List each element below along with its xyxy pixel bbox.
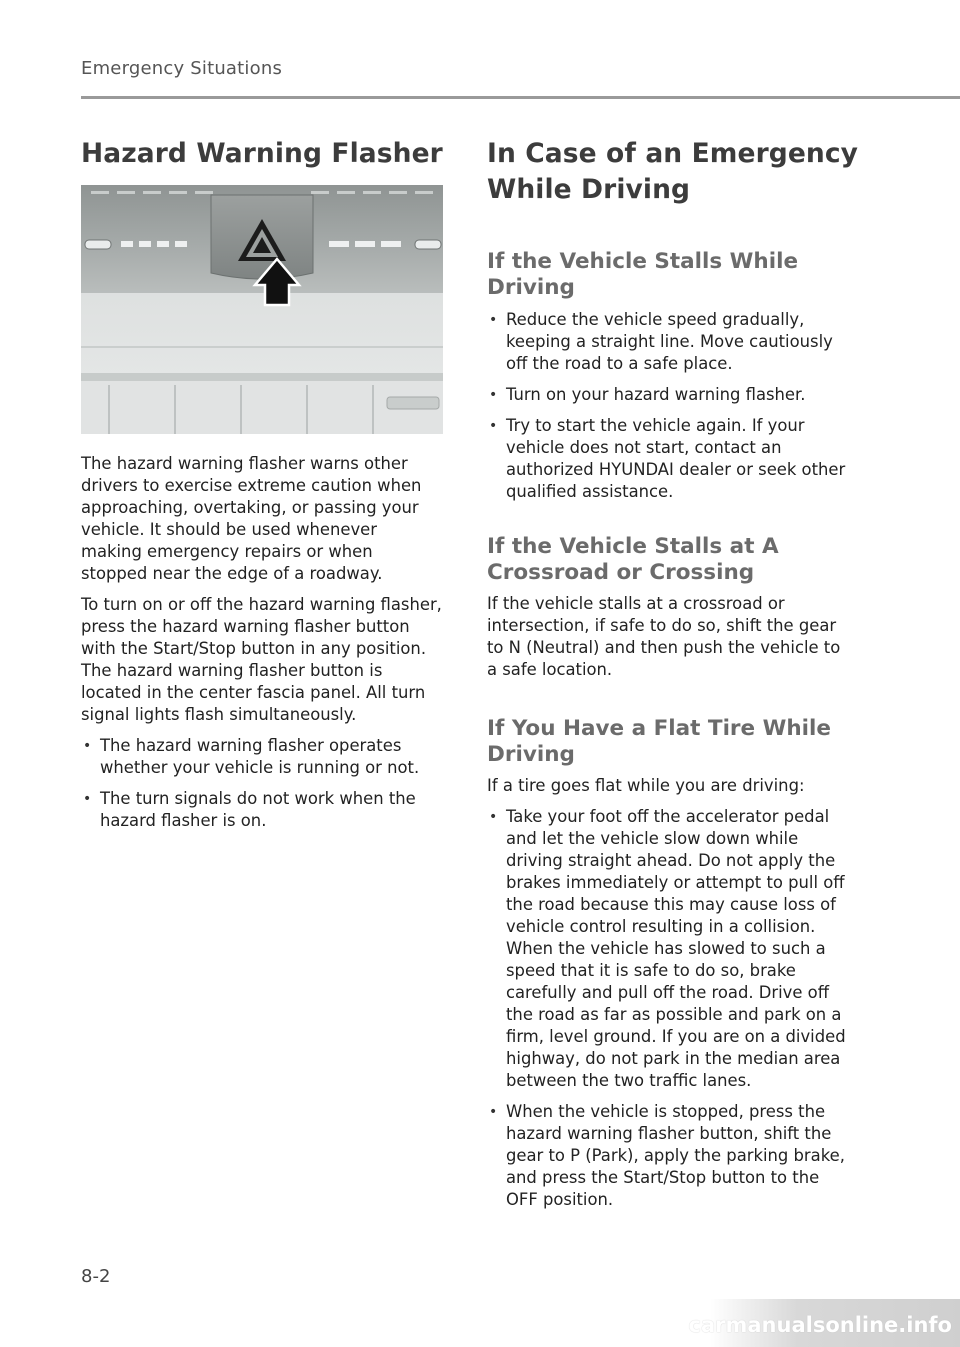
- paragraph-hazard-purpose: The hazard warning flasher warns other drivers to exercise extreme caution when approaching, overtaking, or passing your vehicle. It should be used whenever making emergency repairs or when stopped near the edge of a roadway.: [81, 454, 422, 583]
- subsection-stalls-crossroad: [487, 534, 852, 681]
- footer-watermark: [688, 1299, 960, 1347]
- paragraph-hazard-operation: To turn on or off the hazard warning flasher, press the hazard warning flasher button with the Start/Stop button in any position. The hazard warning flasher button is located in the center fascia panel. All turn signal lights flash simultaneously.: [81, 595, 442, 724]
- list-item: • Try to start the vehicle again. If your vehicle does not start, contact an authorized HYUNDAI dealer or seek other qualified assistance.: [487, 415, 852, 503]
- list-item: • When the vehicle is stopped, press the hazard warning flasher button, shift the gear to P (Park), apply the parking brake, and press the Start/Stop button to the OFF position.: [487, 1101, 852, 1211]
- page-number: 8-2: [81, 1266, 111, 1287]
- list-item: • Take your foot off the accelerator pedal and let the vehicle slow down while driving straight ahead. Do not apply the brakes immediately or attempt to pull off the road because this may cause loss of vehicle control resulting in a collision. When the vehicle has slowed to such a speed that it is safe to do so, brake carefully and pull off the road. Drive off the road as far as possible and park on a firm, level ground. If you are on a divided highway, do not park in the median area between the two traffic lanes.: [487, 806, 852, 1092]
- subheading-flat-tire: If You Have a Flat Tire While Driving: [487, 716, 831, 767]
- right-column: [487, 136, 859, 208]
- section-heading-hazard: Hazard Warning Flasher: [81, 138, 443, 169]
- subsection-stalls-while-driving: [487, 249, 852, 503]
- list-item: • Reduce the vehicle speed gradually, keeping a straight line. Move cautiously off the road to a safe place.: [487, 309, 852, 375]
- section-heading-emergency-line2: While Driving: [487, 174, 691, 205]
- watermark-text: carmanualsonline.info: [688, 1313, 952, 1337]
- list-item: • Turn on your hazard warning flasher.: [487, 384, 852, 406]
- section-heading-emergency-line1: In Case of an Emergency: [487, 138, 859, 169]
- paragraph-flat-tire-intro: If a tire goes flat while you are driving:: [487, 776, 805, 795]
- subsection-flat-tire: [487, 716, 852, 1211]
- hazard-bullet-list: [81, 735, 443, 832]
- paragraph-crossroad: If the vehicle stalls at a crossroad or intersection, if safe to do so, shift the gear to N (Neutral) and then push the vehicle to a safe location.: [487, 594, 841, 679]
- subheading-stalls-crossroad: If the Vehicle Stalls at A Crossroad or Crossing: [487, 534, 779, 585]
- flat-tire-bullet-list: [487, 806, 852, 1211]
- running-header: Emergency Situations: [81, 58, 283, 79]
- header-divider: [81, 96, 960, 99]
- list-item: • The hazard warning flasher operates whether your vehicle is running or not.: [81, 735, 443, 779]
- stall-bullet-list: [487, 309, 852, 503]
- left-body: [81, 453, 443, 832]
- list-item: • The turn signals do not work when the hazard flasher is on.: [81, 788, 443, 832]
- hazard-button-illustration: [81, 185, 443, 434]
- subheading-stalls-while-driving: If the Vehicle Stalls While Driving: [487, 249, 799, 300]
